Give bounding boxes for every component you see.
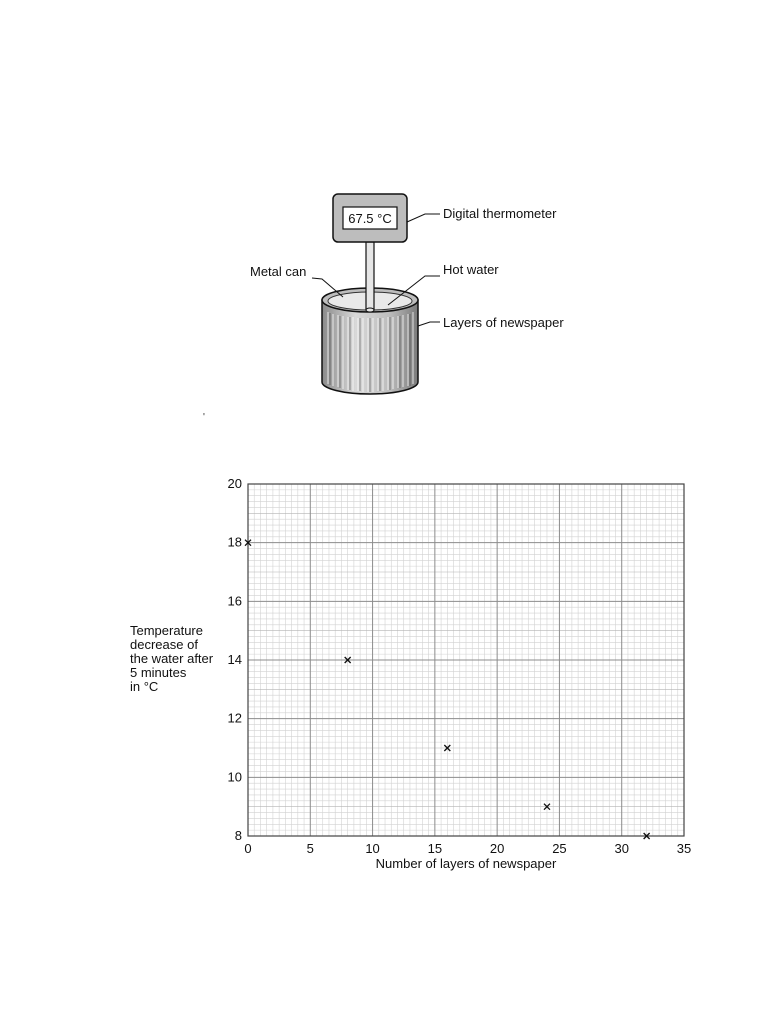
x-axis-label: Number of layers of newspaper [375,856,557,871]
y-tick-label: 14 [227,652,242,667]
y-axis-label-line: in °C [130,679,159,694]
y-axis-label-line: the water after [130,651,214,666]
y-tick-label: 12 [227,710,242,726]
x-tick-label: 30 [614,841,629,856]
y-tick-label: 8 [234,828,242,843]
x-tick-label: 25 [552,841,567,856]
y-tick-label: 18 [227,534,242,550]
y-tick-label: 20 [227,476,242,491]
label-layers-of-newspaper: Layers of newspaper [443,315,564,330]
x-tick-label: 10 [365,841,380,856]
x-tick-label: 20 [489,841,505,856]
y-axis-label-line: Temperature [130,623,203,638]
x-tick-labels [244,841,691,856]
x-tick-label: 0 [244,841,252,856]
thermometer-reading: 67.5 °C [348,211,392,226]
x-tick-label: 35 [676,841,692,856]
stray-mark: ' [203,412,205,423]
y-axis-label-line: 5 minutes [130,665,187,680]
y-tick-label: 10 [227,769,242,785]
label-hot-water: Hot water [443,262,499,277]
label-metal-can: Metal can [250,264,307,279]
y-axis-label-line: decrease of [130,637,198,652]
x-tick-label: 5 [306,841,314,856]
x-tick-label: 15 [427,841,443,856]
y-axis-label [130,624,245,694]
label-digital-thermometer: Digital thermometer [443,206,557,221]
y-tick-label: 16 [227,593,242,609]
